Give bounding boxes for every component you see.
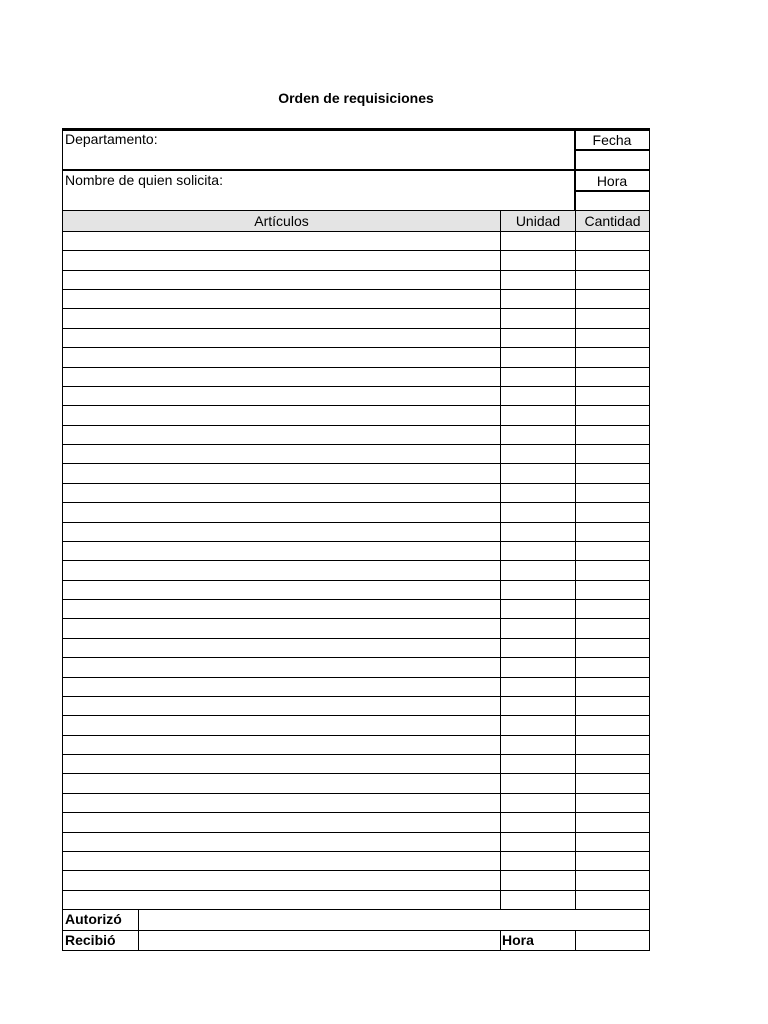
unidad-cell[interactable] bbox=[500, 426, 576, 444]
table-row[interactable] bbox=[63, 484, 649, 503]
unidad-cell[interactable] bbox=[500, 755, 576, 773]
cantidad-cell[interactable] bbox=[575, 619, 650, 637]
unidad-cell[interactable] bbox=[500, 852, 576, 870]
unidad-cell[interactable] bbox=[500, 271, 576, 289]
unidad-cell[interactable] bbox=[500, 406, 576, 424]
table-row[interactable] bbox=[63, 309, 649, 328]
unidad-cell[interactable] bbox=[500, 329, 576, 347]
unidad-cell[interactable] bbox=[500, 697, 576, 715]
cantidad-cell[interactable] bbox=[575, 484, 650, 502]
table-row[interactable] bbox=[63, 852, 649, 871]
column-cantidad: Cantidad bbox=[575, 211, 649, 231]
unidad-cell[interactable] bbox=[500, 484, 576, 502]
table-row[interactable] bbox=[63, 755, 649, 774]
unidad-cell[interactable] bbox=[500, 290, 576, 308]
unidad-cell[interactable] bbox=[500, 503, 576, 521]
fecha-label: Fecha bbox=[592, 132, 632, 148]
table-row[interactable] bbox=[63, 581, 649, 600]
hora-divider bbox=[575, 190, 649, 192]
cantidad-cell[interactable] bbox=[575, 368, 650, 386]
footer-unidad-divider bbox=[500, 931, 501, 951]
cantidad-cell[interactable] bbox=[575, 445, 650, 463]
table-row[interactable] bbox=[63, 736, 649, 755]
table-row[interactable] bbox=[63, 658, 649, 677]
table-row[interactable] bbox=[63, 794, 649, 813]
unidad-cell[interactable] bbox=[500, 464, 576, 482]
header-divider bbox=[63, 169, 649, 171]
fecha-field[interactable] bbox=[575, 150, 649, 170]
unidad-cell[interactable] bbox=[500, 232, 576, 250]
cantidad-cell[interactable] bbox=[575, 329, 650, 347]
cantidad-cell[interactable] bbox=[575, 581, 650, 599]
unidad-cell[interactable] bbox=[500, 736, 576, 754]
page-title: Orden de requisiciones bbox=[278, 90, 434, 106]
cantidad-cell[interactable] bbox=[575, 600, 650, 618]
header-vertical-divider bbox=[574, 129, 576, 211]
cantidad-cell[interactable] bbox=[575, 833, 650, 851]
cantidad-cell[interactable] bbox=[575, 697, 650, 715]
table-row[interactable] bbox=[63, 639, 649, 658]
unidad-cell[interactable] bbox=[500, 658, 576, 676]
cantidad-cell[interactable] bbox=[575, 251, 650, 269]
cantidad-cell[interactable] bbox=[575, 348, 650, 366]
table-row[interactable] bbox=[63, 290, 649, 309]
hora-field[interactable] bbox=[575, 191, 649, 211]
unidad-cell[interactable] bbox=[500, 251, 576, 269]
departamento-field[interactable] bbox=[63, 129, 575, 170]
table-row[interactable] bbox=[63, 503, 649, 522]
autorizo-label: Autorizó bbox=[65, 911, 122, 927]
cantidad-cell[interactable] bbox=[575, 406, 650, 424]
table-row[interactable] bbox=[63, 716, 649, 735]
cantidad-cell[interactable] bbox=[575, 794, 650, 812]
cantidad-cell[interactable] bbox=[575, 309, 650, 327]
cantidad-cell[interactable] bbox=[575, 271, 650, 289]
table-row[interactable] bbox=[63, 813, 649, 832]
cantidad-cell[interactable] bbox=[575, 387, 650, 405]
table-row[interactable] bbox=[63, 406, 649, 425]
unidad-cell[interactable] bbox=[500, 619, 576, 637]
table-row[interactable] bbox=[63, 523, 649, 542]
table-row[interactable] bbox=[63, 561, 649, 580]
table-row[interactable] bbox=[63, 678, 649, 697]
table-row[interactable] bbox=[63, 445, 649, 464]
cantidad-cell[interactable] bbox=[575, 813, 650, 831]
cantidad-cell[interactable] bbox=[575, 658, 650, 676]
autorizo-field[interactable] bbox=[138, 910, 649, 930]
unidad-cell[interactable] bbox=[500, 891, 576, 909]
cantidad-cell[interactable] bbox=[575, 736, 650, 754]
table-row[interactable] bbox=[63, 329, 649, 348]
table-row[interactable] bbox=[63, 271, 649, 290]
table-row[interactable] bbox=[63, 774, 649, 793]
unidad-cell[interactable] bbox=[500, 600, 576, 618]
footer-hora-label: Hora bbox=[502, 932, 534, 948]
unidad-cell[interactable] bbox=[500, 523, 576, 541]
unidad-cell[interactable] bbox=[500, 794, 576, 812]
cantidad-cell[interactable] bbox=[575, 542, 650, 560]
table-row[interactable] bbox=[63, 619, 649, 638]
cantidad-cell[interactable] bbox=[575, 523, 650, 541]
unidad-cell[interactable] bbox=[500, 561, 576, 579]
cantidad-cell[interactable] bbox=[575, 232, 650, 250]
unidad-cell[interactable] bbox=[500, 833, 576, 851]
cantidad-cell[interactable] bbox=[575, 503, 650, 521]
cantidad-cell[interactable] bbox=[575, 871, 650, 889]
unidad-cell[interactable] bbox=[500, 639, 576, 657]
table-row[interactable] bbox=[63, 464, 649, 483]
departamento-label: Departamento: bbox=[65, 131, 158, 147]
unidad-cell[interactable] bbox=[500, 348, 576, 366]
cantidad-cell[interactable] bbox=[575, 755, 650, 773]
unidad-cell[interactable] bbox=[500, 581, 576, 599]
cantidad-cell[interactable] bbox=[575, 464, 650, 482]
recibio-label: Recibió bbox=[65, 932, 116, 948]
unidad-cell[interactable] bbox=[500, 387, 576, 405]
cantidad-cell[interactable] bbox=[575, 561, 650, 579]
unidad-cell[interactable] bbox=[500, 716, 576, 734]
table-row[interactable] bbox=[63, 368, 649, 387]
table-row[interactable] bbox=[63, 542, 649, 561]
table-row[interactable] bbox=[63, 833, 649, 852]
unidad-cell[interactable] bbox=[500, 678, 576, 696]
cantidad-cell[interactable] bbox=[575, 426, 650, 444]
footer-cantidad-divider bbox=[575, 931, 576, 951]
table-row[interactable] bbox=[63, 251, 649, 270]
table-row[interactable] bbox=[63, 348, 649, 367]
table-row[interactable] bbox=[63, 600, 649, 619]
unidad-cell[interactable] bbox=[500, 813, 576, 831]
unidad-cell[interactable] bbox=[500, 309, 576, 327]
table-row[interactable] bbox=[63, 387, 649, 406]
solicitante-label: Nombre de quien solicita: bbox=[65, 172, 223, 188]
hora-label: Hora bbox=[596, 173, 628, 189]
unidad-cell[interactable] bbox=[500, 774, 576, 792]
footer-hora-field[interactable] bbox=[575, 931, 649, 951]
fecha-divider bbox=[575, 149, 649, 151]
cantidad-cell[interactable] bbox=[575, 290, 650, 308]
requisition-form bbox=[62, 128, 650, 951]
cantidad-cell[interactable] bbox=[575, 716, 650, 734]
solicitante-field[interactable] bbox=[63, 170, 575, 211]
column-articulos: Artículos bbox=[63, 211, 500, 231]
table-row[interactable] bbox=[63, 232, 649, 251]
footer-label-divider bbox=[138, 910, 139, 951]
table-row[interactable] bbox=[63, 697, 649, 716]
table-row[interactable] bbox=[63, 891, 649, 910]
recibio-field[interactable] bbox=[138, 931, 500, 951]
unidad-cell[interactable] bbox=[500, 542, 576, 560]
cantidad-cell[interactable] bbox=[575, 852, 650, 870]
unidad-cell[interactable] bbox=[500, 445, 576, 463]
column-unidad: Unidad bbox=[500, 211, 575, 231]
cantidad-cell[interactable] bbox=[575, 774, 650, 792]
cantidad-cell[interactable] bbox=[575, 639, 650, 657]
table-row[interactable] bbox=[63, 871, 649, 890]
unidad-cell[interactable] bbox=[500, 871, 576, 889]
unidad-cell[interactable] bbox=[500, 368, 576, 386]
table-row[interactable] bbox=[63, 426, 649, 445]
cantidad-cell[interactable] bbox=[575, 678, 650, 696]
cantidad-cell[interactable] bbox=[575, 891, 650, 909]
